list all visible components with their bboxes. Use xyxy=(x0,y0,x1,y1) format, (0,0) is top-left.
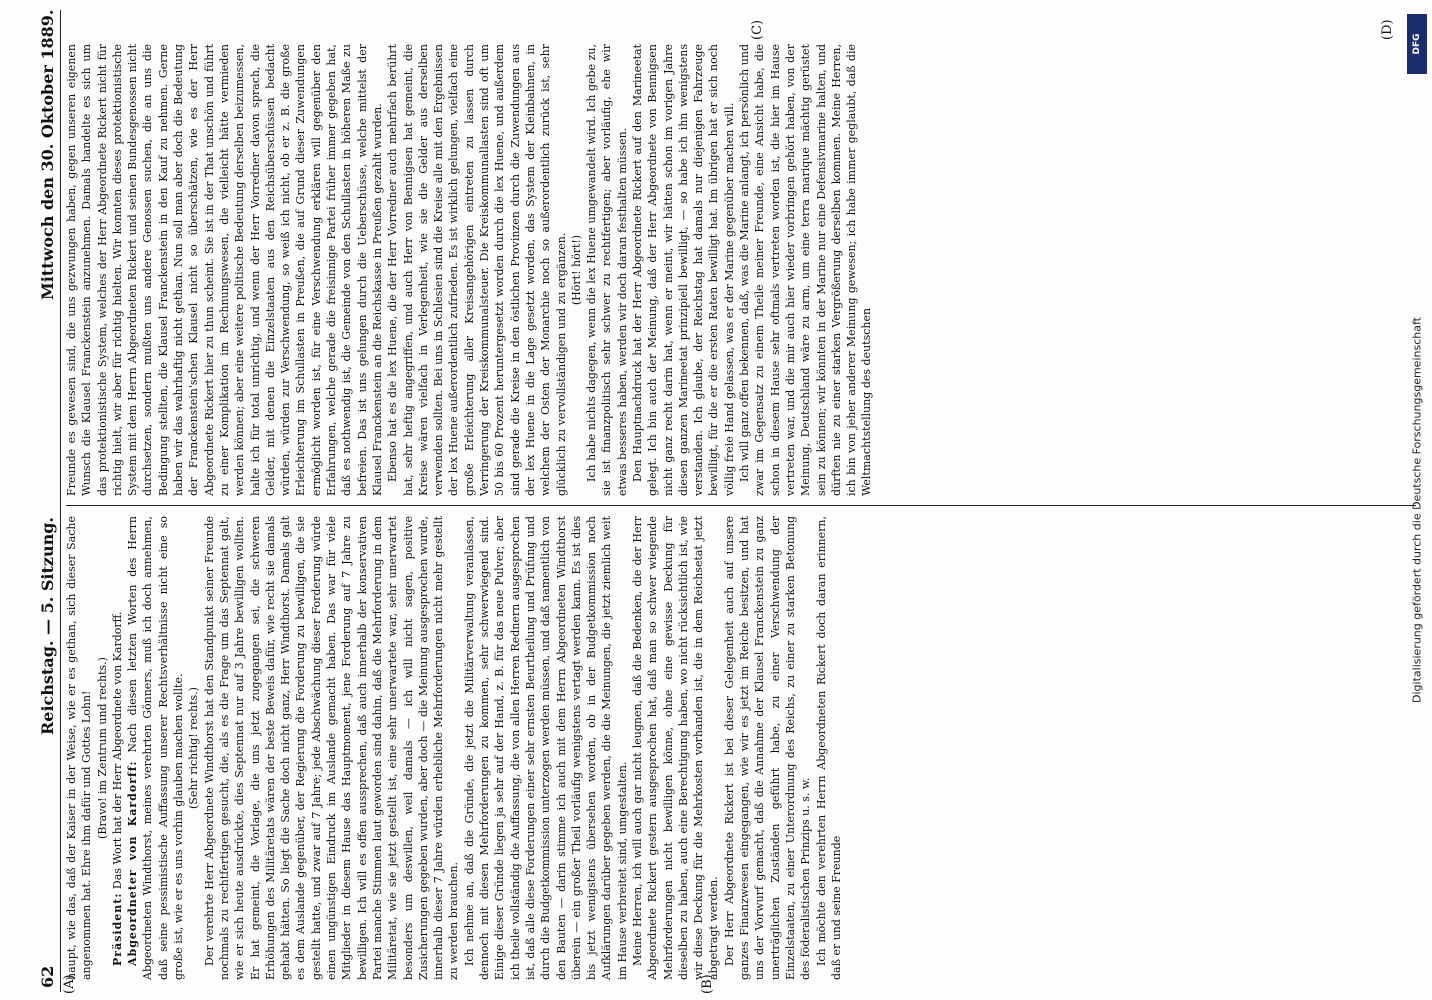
margin-mark-c: (C) xyxy=(750,19,765,40)
paragraph: Der verehrte Herr Abgeordnete Windthorst hat den Standpunkt seiner Freunde nochmals zu rechtfertigen gesucht, die, als es die Frage um das Septennat galt, wie er sich heute ausdrückte, dies Septennat nur auf 3 Jahre bewilligen wollten. Er hat gemeint, die Vorlage, die uns jetzt zugegangen sei, die schweren Erhöhungen des Militäretats wären der beste Beweis dafür, wie recht sie damals gehabt hätten. So liegt die Sache doch nicht ganz, Herr Windthorst. Damals galt es dem Auslande gegenüber, der Regierung die Forderung zu bewilligen, die sie gestellt hatte, und zwar auf 7 Jahre; jede Abschwächung dieser Forderung würde einen ungünstigen Eindruck im Auslande gemacht haben. Das war für viele Mitglieder in diesem Hause das Hauptmoment, jene Forderung auf 7 Jahre zu bewilligen. Ich will es offen aussprechen, daß auch innerhalb der konservativen Partei manche Stimmen laut geworden sind dahin, daß die Mehrforderung in dem Militäretat, wie sie jetzt gestellt ist, eine sehr unerwartete war, sehr unerwartet besonders um deswillen, weil damals — ich will nicht sagen, positive Zusicherungen gegeben wurden, aber doch — die Meinung ausgesprochen wurde, innerhalb dieser 7 Jahre würden erhebliche Mehrforderungen nicht mehr gestellt zu werden brauchen. xyxy=(202,516,461,980)
paragraph-text: Nach diesen letzten Worten des Herrn Abgeordneten Windthorst, meines verehrten Gönners, muß ich doch annehmen, daß seine pessimistische Auffassung unserer Rechtsverhältnisse nicht eine so große ist, wie er es uns vorhin glauben machen wollte. xyxy=(126,516,186,980)
digitization-credit xyxy=(1404,10,1430,990)
paragraph: Den Hauptnachdruck hat der Herr Abgeordnete Rickert auf den Marineetat gelegt. Ich bin auch der Meinung, daß der Herr Abgeordnete von Bennigsen nicht ganz recht darin hat, wenn er meint, wir hätten schon im vorigen Jahre diesen ganzen Marineetat prinzipiell bewilligt, — so habe ich ihn wenigstens verstanden. Ich glaube, der Reichstag hat damals nur diejenigen Fahrzeuge bewilligt, für die er die ersten Raten bewilligt hat. Im übrigen hat er sich noch völlig freie Hand gelassen, was er der Marine gegenüber machen will. xyxy=(630,44,736,496)
column-separator xyxy=(66,505,1416,506)
page-number: 62 xyxy=(38,965,57,988)
paragraph: Ich nehme an, daß die Gründe, die jetzt die Militärverwaltung veranlassen, dennoch mit diesen Mehrforderungen zu kommen, sehr schwerwiegend sind. Einige dieser Gründe liegen ja sehr auf der Hand, z. B. für das neue Pulver; aber ich theile vollständig die Auffassung, die von allen Herren Rednern ausgesprochen ist, daß alle diese Forderungen einer sehr ernsten Beurtheilung und Prüfung und durch die Budgetkommission unterzogen werden müssen, und daß namentlich von den Bauten — darin stimme ich auch mit dem Herrn Abgeordneten Windthorst überein — ein großer Theil vorläufig wenigstens vertagt werden kann. Es ist dies bis jetzt wenigstens übersehen worden, ob in der Budgetkommission noch Aufklärungen darüber gegeben werden, die die Meinungen, die jetzt ziemlich weit im Hause verbreitet sind, umgestalten. xyxy=(462,516,629,980)
left-column xyxy=(64,516,1424,980)
header-rule xyxy=(60,10,61,992)
paragraph: Ich möchte den verehrten Herrn Abgeordneten Rickert doch daran erinnern, daß er und seine Freunde xyxy=(814,516,843,980)
paragraph: Der Herr Abgeordnete Rickert ist bei dieser Gelegenheit auch auf unsere ganzes Finanzwesen eingegangen, wie wir es jetzt im Reiche besitzen, und hat uns der Vorwurf gemacht, daß die Annahme der Klausel Franckenstein zu ganz unerträglichen Zuständen geführt habe, zu einer Verschwendung der Einzelstaaten, zu einer Unterordnung des Reichs, zu einer zu starken Betonung des föderalistischen Prinzips u. s. w. xyxy=(722,516,813,980)
interjection: (Bravo! im Zentrum und rechts.) xyxy=(95,657,109,839)
dfg-logo: DFG xyxy=(1407,14,1427,74)
running-header-left: Reichstag. — 5. Sitzung. xyxy=(38,517,57,735)
paragraph: Ich will ganz offen bekennen, daß, was die Marine anlangt, ich persönlich und zwar im Gegensatz zu einem Theile meiner Freunde, eine Ansicht habe, die schon in diesem Hause sehr oftmals vertreten worden ist, die hier im Hause vertreten war, und die mir auch hier wieder vorbringen gehört haben, von der Meinung, Deutschland wäre zu arm, um eine terra marique mächtig gerüstet sein zu können; wir könnten in der Marine nur eine Defensivmarine halten, und dürften nie zu einer starken Vergrößerung derselben kommen. Meine Herren, ich bin von jeher anderer Meinung gewesen; ich habe immer geglaubt, daß die Weltmachtstellung des deutschen xyxy=(738,44,874,496)
margin-mark-b: (B) xyxy=(700,974,715,994)
paragraph: Ebenso hat es die lex Huene, die der Herr Vorredner auch mehrfach berührt hat, sehr heftig angegriffen, und auch Herr von Bennigsen hat gemeint, die Kreise wären vielfach in Verlegenheit, wie sie die Gelder aus derselben verwenden sollten. Bei uns in Schlesien sind die Kreise alle mit den Ergebnissen der lex Huene außerordentlich zufrieden. Es ist wirklich gelungen, vielfach eine große Erleichterung aller Kreisangehörigen eintreten zu lassen durch Verringerung der Kreiskommunalsteuer. Die Kreiskommunallasten sind oft um 50 bis 60 Prozent heruntergesetzt worden durch die lex Huene, und außerdem sind gerade die Kreise in den östlichen Provinzen durch die Zuwendungen aus der lex Huene in die Lage gesetzt worden, das System der Kleinbahnen, in welchem der Osten der Monarchie noch so außerordentlich zurück ist, sehr glücklich zu vervollständigen und zu ergänzen. xyxy=(386,44,568,496)
margin-mark-d: (D) xyxy=(1380,19,1395,40)
speaker-label: Präsident: xyxy=(110,892,124,966)
speaker-label: Abgeordneter von Kardorff: xyxy=(126,760,140,966)
credit-text: Digitalisierung gefördert durch die Deutsche Forschungsgemeinschaft xyxy=(1410,317,1424,703)
running-header-right: Mittwoch den 30. Oktober 1889. xyxy=(38,9,57,300)
paragraph: Ich habe nichts dagegen, wenn die lex Huene umgewandelt wird. Ich gebe zu, sie ist finanzpolitisch sehr schwer zu rechtfertigen; aber vorläufig, ehe wir etwas besseres haben, werden wir doch daran festhalten müssen. xyxy=(585,44,629,496)
paragraph: Freunde es gewesen sind, die uns gezwungen haben, gegen unseren eigenen Wunsch die Klausel Franckenstein anzunehmen. Damals handelte es sich um das protektionistische System, welches der Herr Abgeordnete Rickert nicht für richtig hielt, wir aber für richtig hielten. Wir konnten dieses protektionistische System mit dem Herrn Abgeordneten Rickert und seinen Bundesgenossen nicht durchsetzen, sondern mußten uns andere Genossen suchen, die an uns die Bedingung stellten, die Klausel Franckenstein in den Kauf zu nehmen. Gerne haben wir das wahrhaftig nicht gethan. Nun soll man aber doch die Bedeutung der Franckenstein'schen Klausel nicht so überschätzen, wie es der Herr Abgeordnete Rickert hier zu thun scheint. Sie ist in der That unschön und führt zu einer Komplikation im Rechnungswesen, die vielleicht hätte vermieden werden können; aber eine weitere politische Bedeutung derselben beizumessen, halte ich für total unrichtig, und wenn der Herr Vorredner davon sprach, die Gelder, mit denen die Einzelstaaten aus den Reichsüberschüssen bedacht würden, würden zur Verschwendung, so weiß ich nicht, ob er z. B. die große Erleichterung im Schullasten in Preußen, die auf Grund dieser Zuwendungen ermöglicht worden ist, für eine Verschwendung erklären will gegenüber den Erfahrungen, welche gerade die freisinnige Partei früher immer gegeben hat, daß es nothwendig ist, die Gemeinde von den Schullasten in höheren Maße zu befreien. Das ist uns gelungen durch die Ueberschüsse, welche mittelst der Klausel Franckenstein an die Reichskasse in Preußen gezahlt wurden. xyxy=(65,44,384,496)
paragraph xyxy=(110,516,125,980)
interjection: (Hört! hört!) xyxy=(569,234,583,306)
right-column xyxy=(64,44,1424,496)
paragraph xyxy=(125,516,186,980)
paragraph-text: Das Wort hat der Herr Abgeordnete von Kardorff. xyxy=(110,611,124,890)
margin-mark-a: (A) xyxy=(62,974,77,994)
paragraph: Meine Herren, ich will auch gar nicht leugnen, daß die Bedenken, die der Herr Abgeordnete Rickert gestern ausgesprochen hat, daß man so schwer wiegende Mehrforderungen nicht bewilligen könne, ohne eine gewisse Deckung für dieselben zu haben, auch eine Berechtigung haben, wo nicht rücksichtlich ist, wie wir diese Deckung für die Mehrkosten vorhanden ist, die in dem Reichsetat jetzt abgetragt werden. xyxy=(630,516,721,980)
interjection: (Sehr richtig! rechts.) xyxy=(187,687,201,809)
paragraph: haupt, wie das, daß der Kaiser in der Weise, wie er es gethan, sich dieser Sache angenommen hat. Ehre ihm dafür und Gottes Lohn! xyxy=(65,516,94,980)
